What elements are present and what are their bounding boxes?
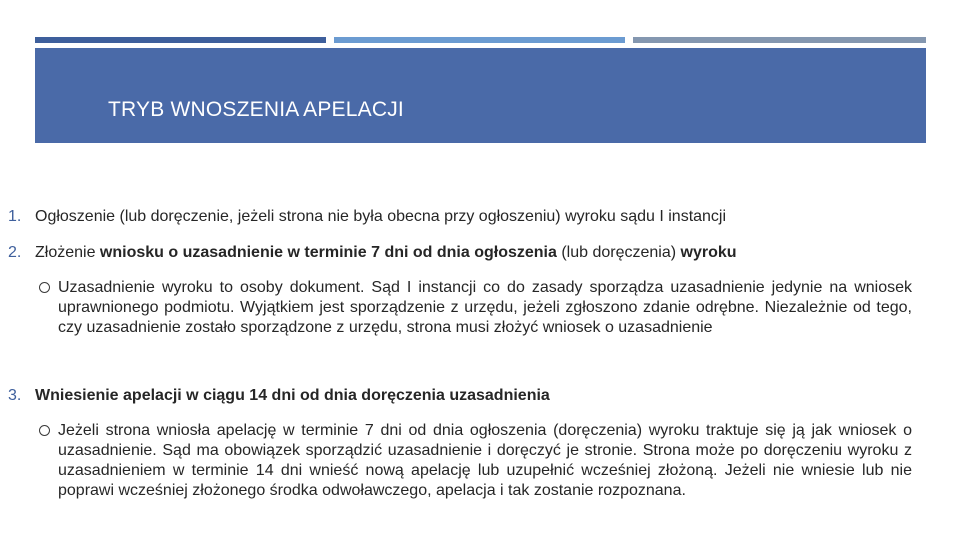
item-text: Ogłoszenie (lub doręczenie, jeżeli strona nie była obecna przy ogłoszeniu) wyroku sądu I instancji xyxy=(35,208,727,225)
item-number: 1. xyxy=(8,208,22,225)
item-text xyxy=(35,243,737,263)
sub-item-2 xyxy=(35,278,913,368)
sub-item-text: Jeżeli strona wniosła apelację w terminie 7 dni od dnia ogłoszenia (doręczenia) wyroku traktuje się ją jak wniosek o uzasadnienie. Sąd ma obowiązek sporządzić uzasadnienie i doręczyć je stronie. Strona może po doręczeniu wyroku z uzasadnieniem w terminie 14 dni wnieść nową apelację lub uzupełnić wcześniej złożoną. Jeżeli nie wniesie lub nie poprawi wcześniej złożonego środka odwoławczego, apelacja i tak zostanie rozpoznana. xyxy=(58,422,912,499)
sub-item-3 xyxy=(35,421,913,533)
circle-bullet-icon xyxy=(39,425,50,436)
item-text: Wniesienie apelacji w ciągu 14 dni od dnia doręczenia uzasadnienia xyxy=(35,387,550,404)
item-number: 2. xyxy=(8,244,22,261)
sub-item-text: Uzasadnienie wyroku to osoby dokument. Sąd I instancji co do zasady sporządza uzasadnienie jedynie na wniosek uprawnionego podmiotu. Wyjątkiem jest sporządzenie z urzędu, jeżeli zgłoszono zdanie odrębne. Niezależnie od tego, czy uzasadnienie zostało sporządzone z urzędu, strona musi złożyć wniosek o uzasadnienie xyxy=(58,279,912,336)
item-text-part: (lub doręczenia) xyxy=(556,244,681,261)
item-number: 3. xyxy=(8,387,22,404)
item-text-bold: wyroku xyxy=(680,244,737,261)
circle-bullet-icon xyxy=(39,282,50,293)
item-text-part: Złożenie xyxy=(35,244,100,261)
item-text-bold: wniosku o uzasadnienie w terminie 7 dni od dnia ogłoszenia xyxy=(99,244,557,261)
slide-title: TRYB WNOSZENIA APELACJI xyxy=(108,98,404,121)
